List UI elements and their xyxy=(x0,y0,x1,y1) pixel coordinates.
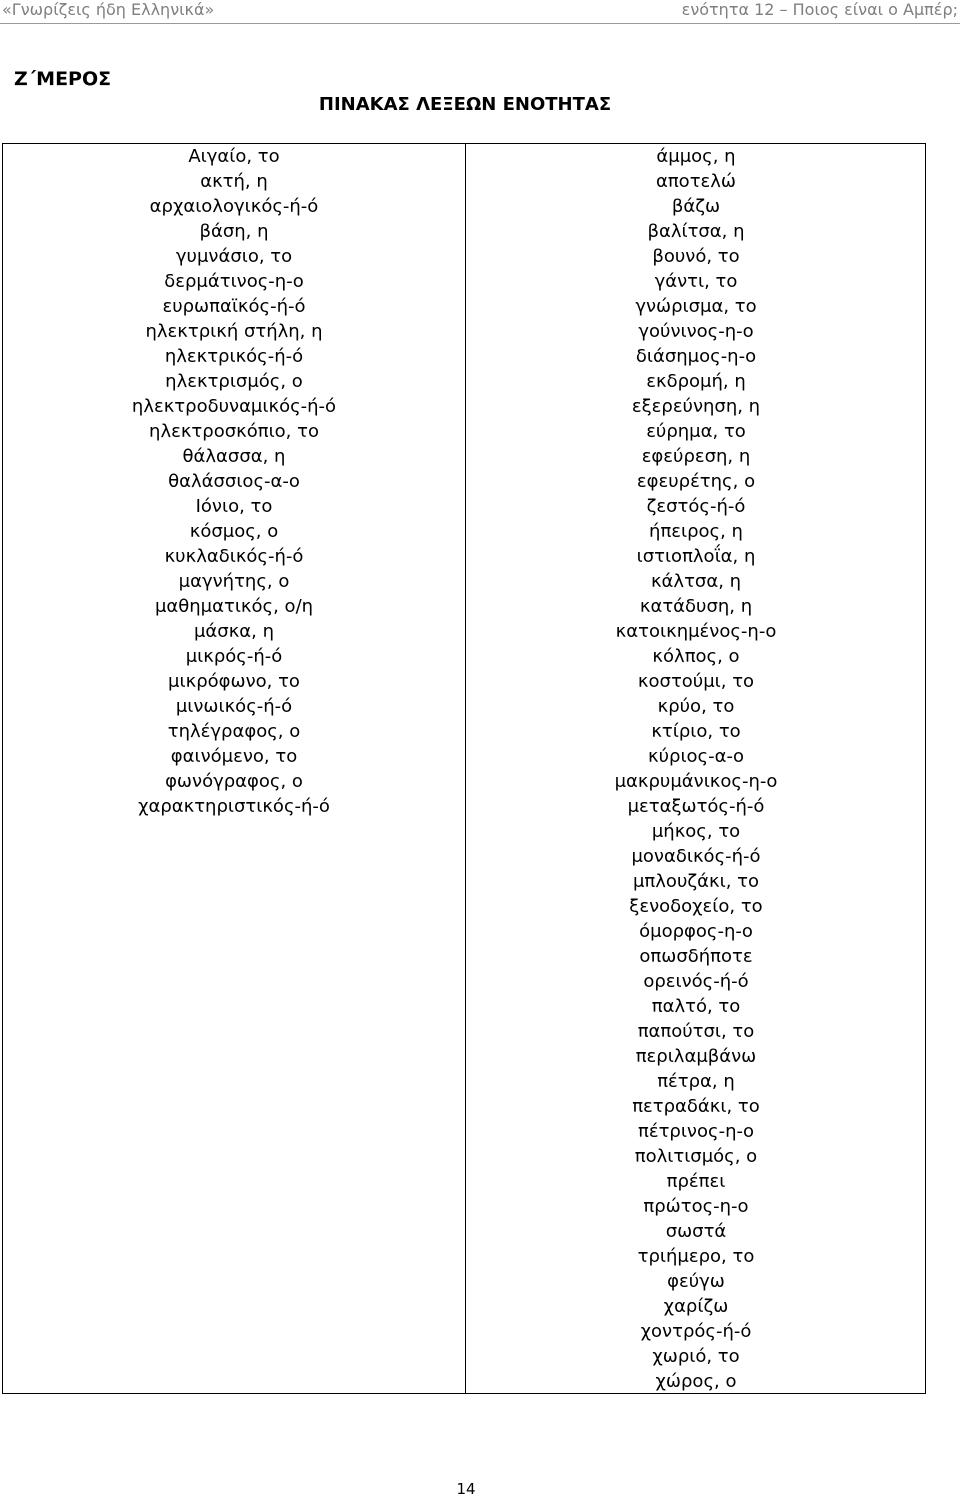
word-entry: μαθηματικός, ο/η xyxy=(154,596,314,617)
word-entry: ξενοδοχείο, το xyxy=(629,896,763,917)
word-entry: κόσμος, ο xyxy=(189,521,279,542)
word-entry: σωστά xyxy=(665,1221,727,1242)
word-entry: ηλεκτρική στήλη, η xyxy=(145,321,323,342)
word-entry: μικρόφωνο, το xyxy=(168,671,300,692)
word-entry: εκδρομή, η xyxy=(646,371,746,392)
word-entry: θάλασσα, η xyxy=(182,446,286,467)
word-entry: κατάδυση, η xyxy=(639,596,753,617)
word-entry: κάλτσα, η xyxy=(650,571,742,592)
word-entry: πρέπει xyxy=(666,1171,726,1192)
header-book-title: «Γνωρίζεις ήδη Ελληνικά» xyxy=(2,0,215,19)
word-entry: μινωικός-ή-ό xyxy=(175,696,293,717)
word-entry: μικρός-ή-ό xyxy=(185,646,283,667)
word-entry: πρώτος-η-ο xyxy=(643,1196,749,1217)
word-entry: γυμνάσιο, το xyxy=(175,246,293,267)
word-entry: μαγνήτης, ο xyxy=(178,571,290,592)
word-entry: ηλεκτρικός-ή-ό xyxy=(164,346,304,367)
header-divider xyxy=(0,23,960,24)
word-entry: ηλεκτροδυναμικός-ή-ό xyxy=(131,396,337,417)
word-entry: αρχαιολογικός-ή-ό xyxy=(149,196,319,217)
word-entry: πετραδάκι, το xyxy=(632,1096,760,1117)
word-entry: μακρυμάνικος-η-ο xyxy=(614,771,778,792)
word-entry: τηλέγραφος, ο xyxy=(167,721,301,742)
word-entry: θαλάσσιος-α-ο xyxy=(168,471,300,492)
word-entry: ζεστός-ή-ό xyxy=(646,496,746,517)
table-title: ΠΙΝΑΚΑΣ ΛΕΞΕΩΝ ΕΝΟΤΗΤΑΣ xyxy=(318,94,612,115)
word-entry: ορεινός-ή-ό xyxy=(643,971,749,992)
word-entry: γούνινος-η-ο xyxy=(638,321,754,342)
word-entry: χώρος, ο xyxy=(655,1371,737,1392)
word-entry: Ιόνιο, το xyxy=(195,496,273,517)
word-entry: οπωσδήποτε xyxy=(639,946,753,967)
word-entry: παπούτσι, το xyxy=(637,1021,755,1042)
word-entry: κατοικημένος-η-ο xyxy=(615,621,777,642)
word-entry: φεύγω xyxy=(667,1271,725,1292)
word-entry: μοναδικός-ή-ό xyxy=(631,846,761,867)
word-entry: βάση, η xyxy=(199,221,269,242)
word-entry: μάσκα, η xyxy=(193,621,275,642)
header-unit-title: ενότητα 12 – Ποιος είναι ο Αμπέρ; xyxy=(681,0,958,19)
running-header xyxy=(0,0,960,24)
word-entry: κτίριο, το xyxy=(651,721,741,742)
word-entry: πέτρινος-η-ο xyxy=(638,1121,754,1142)
word-entry: πολιτισμός, ο xyxy=(634,1146,758,1167)
word-entry: φωνόγραφος, ο xyxy=(165,771,303,792)
word-entry: βάζω xyxy=(671,196,721,217)
word-entry: χαρακτηριστικός-ή-ό xyxy=(138,796,330,817)
word-entry: χωριό, το xyxy=(652,1346,740,1367)
word-entry: ήπειρος, η xyxy=(649,521,743,542)
word-entry: ιστιοπλοΐα, η xyxy=(636,546,756,567)
word-entry: ακτή, η xyxy=(200,171,268,192)
page-number: 14 xyxy=(456,1480,476,1498)
word-entry: ηλεκτρισμός, ο xyxy=(165,371,303,392)
section-title: Ζ΄ΜΕΡΟΣ xyxy=(14,68,112,90)
word-column-left xyxy=(3,144,465,819)
word-entry: Αιγαίο, το xyxy=(188,146,280,167)
word-entry: μεταξωτός-ή-ό xyxy=(627,796,765,817)
word-entry: εξερεύνηση, η xyxy=(631,396,761,417)
word-entry: διάσημος-η-ο xyxy=(635,346,757,367)
word-entry: βουνό, το xyxy=(652,246,740,267)
word-entry: εφεύρεση, η xyxy=(641,446,751,467)
word-column-right xyxy=(466,144,926,1394)
word-entry: μήκος, το xyxy=(651,821,741,842)
word-entry: μπλουζάκι, το xyxy=(632,871,760,892)
word-table xyxy=(2,143,926,1394)
word-entry: ευρωπαϊκός-ή-ό xyxy=(162,296,306,317)
word-entry: πέτρα, η xyxy=(657,1071,735,1092)
word-entry: βαλίτσα, η xyxy=(647,221,745,242)
word-entry: κυκλαδικός-ή-ό xyxy=(164,546,304,567)
word-entry: φαινόμενο, το xyxy=(170,746,298,767)
word-entry: χοντρός-ή-ό xyxy=(640,1321,752,1342)
word-entry: γνώρισμα, το xyxy=(635,296,757,317)
word-entry: εφευρέτης, ο xyxy=(636,471,756,492)
word-entry: αποτελώ xyxy=(655,171,736,192)
word-entry: ηλεκτροσκόπιο, το xyxy=(149,421,319,442)
word-entry: όμορφος-η-ο xyxy=(639,921,753,942)
word-entry: χαρίζω xyxy=(663,1296,729,1317)
word-entry: παλτό, το xyxy=(651,996,741,1017)
word-entry: γάντι, το xyxy=(654,271,738,292)
word-entry: κύριος-α-ο xyxy=(648,746,744,767)
word-entry: κοστούμι, το xyxy=(637,671,755,692)
word-entry: άμμος, η xyxy=(656,146,736,167)
word-entry: δερμάτινος-η-ο xyxy=(164,271,304,292)
word-entry: περιλαμβάνω xyxy=(635,1046,757,1067)
word-entry: κρύο, το xyxy=(657,696,735,717)
word-entry: κόλπος, ο xyxy=(652,646,740,667)
word-entry: τριήμερο, το xyxy=(637,1246,755,1267)
word-entry: εύρημα, το xyxy=(646,421,746,442)
